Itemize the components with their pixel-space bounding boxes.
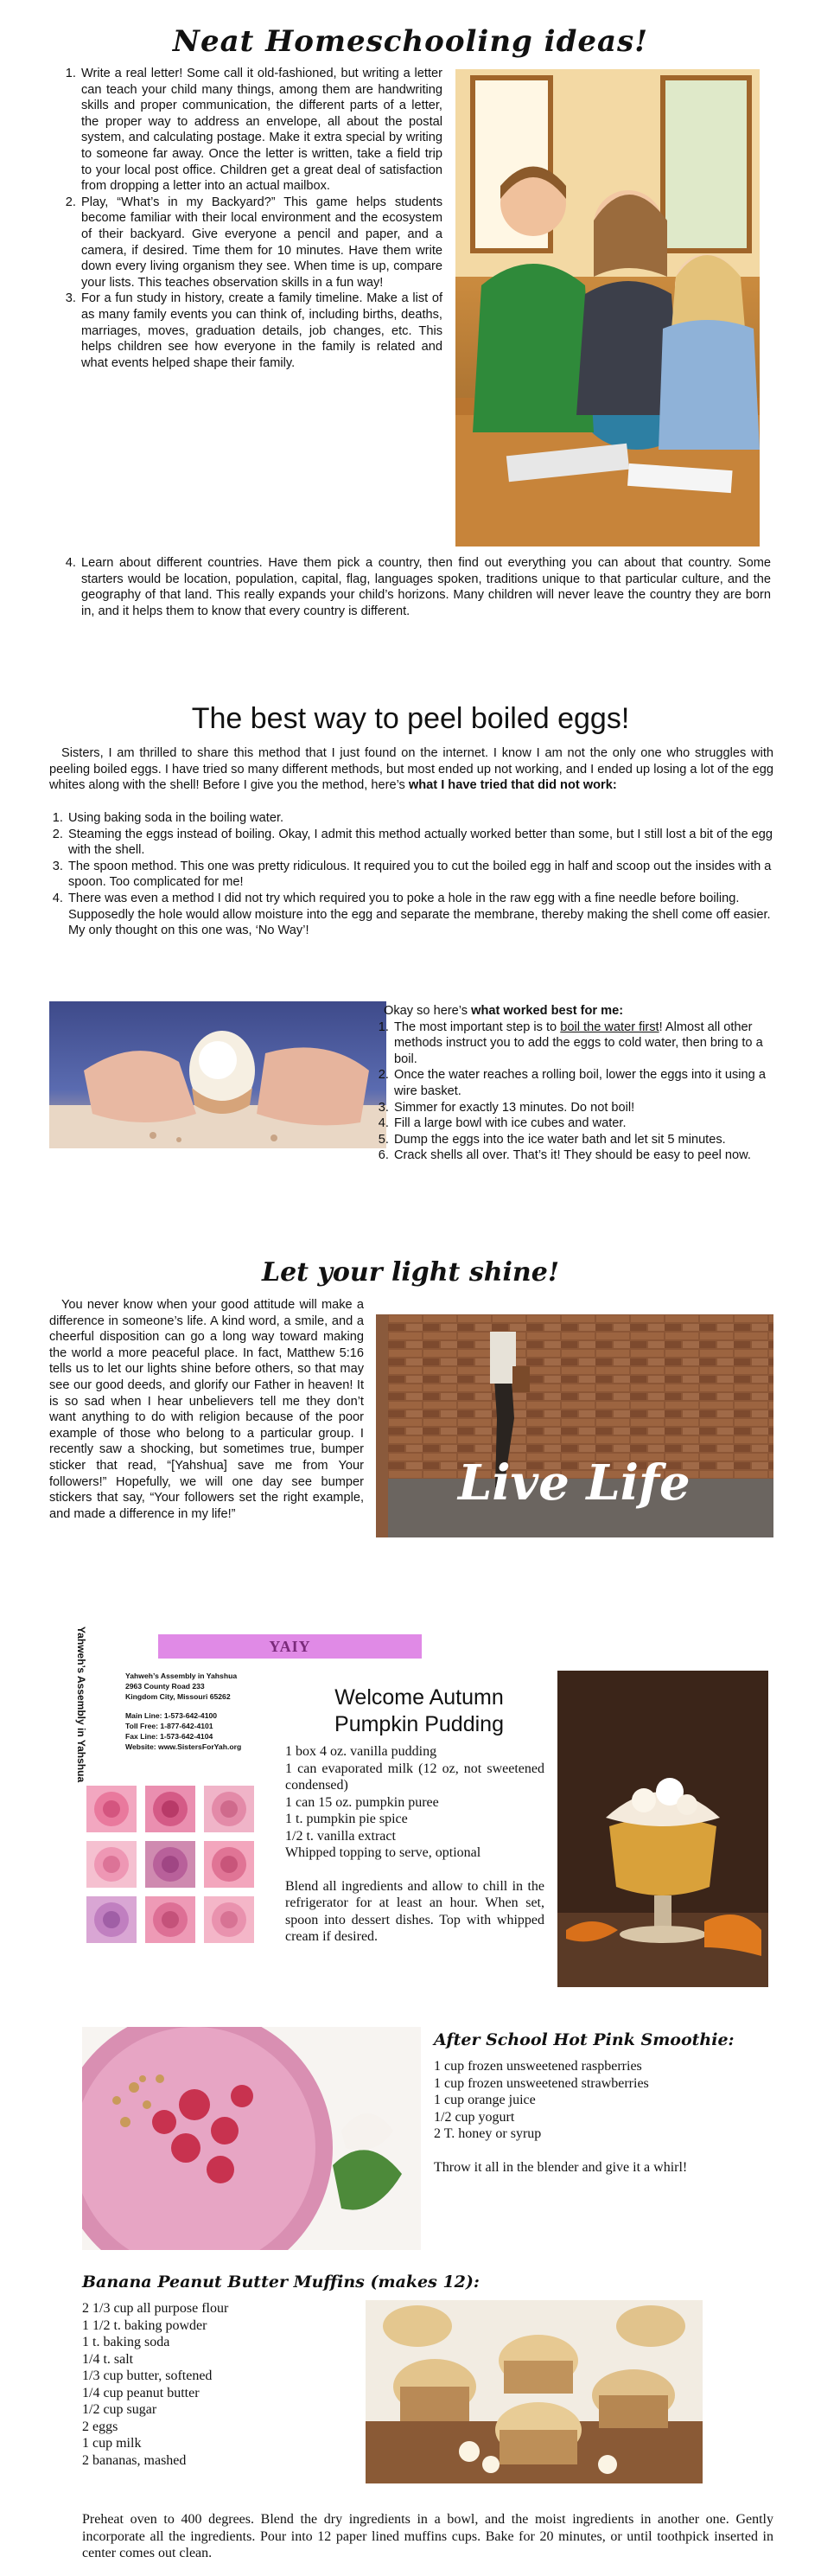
eggs-failed-item: 4. There was even a method I did not try which required you to poke a hole in the raw egg with a fine needle before boiling. Supposedly the hole would allow moisture into the egg and separate the membrane, thereby making the shell come off easier. My only thought on this one was, ‘No Way’! [67,891,773,939]
pumpkin-ingredient: 1 can 15 oz. pumpkin puree [285,1794,439,1810]
eggs-worked-block [372,1003,778,1164]
homeschool-item: 3. For a fun study in history, create a family timeline. Make a list of as many family events you can think of, including births, deaths, marriages, moves, graduation details, job changes, etc. This helps children see how everyone in the family is related and what events helped shape their family. [80,291,442,371]
eggs-heading: The best way to peel boiled eggs! [191,702,630,735]
muffins-instructions: Preheat oven to 400 degrees. Blend the dry ingredients in a bowl, and the moist ingredients in another one. Gently incorporate all the ingredients. Pour into 12 paper lined muffins cups. Bake for 20 minutes, or until toothpick inserted in center comes out clean. [82,2512,773,2560]
page-title: Neat Homeschooling ideas! [172,24,649,59]
eggs-step: 4. Fill a large bowl with ice cubes and water. [392,1115,778,1132]
muffins-ingredient: 1/3 cup butter, softened [82,2368,213,2383]
pumpkin-pudding-photo [557,1671,768,1987]
eggs-step: 3. Simmer for exactly 13 minutes. Do not boil! [392,1100,778,1116]
smoothie-title: After School Hot Pink Smoothie: [434,2030,735,2049]
muffins-photo [366,2300,703,2483]
muffins-ingredient: 2 1/3 cup all purpose flour [82,2301,229,2316]
pumpkin-title-line1: Welcome Autumn [334,1685,504,1710]
eggs-worked-intro-text: Okay so here’s [384,1004,468,1018]
muffins-ingredient: 1/4 cup peanut butter [82,2385,200,2400]
yaiy-contact [125,1671,281,1752]
yaiy-main-line: Main Line: 1-573-642-4100 [125,1711,218,1720]
eggs-step-first-pre: The most important step is to [394,1020,557,1034]
eggs-worked-label: what worked best for me: [471,1004,624,1018]
eggs-step: 5. Dump the eggs into the ice water bath and let sit 5 minutes. [392,1132,778,1148]
yaiy-org-name: Yahweh’s Assembly in Yahshua [125,1672,238,1680]
pumpkin-ingredients [285,1743,544,1946]
egg-photo-art [49,1001,386,1148]
pumpkin-spacer [285,1862,544,1878]
eggs-intro [49,745,773,794]
pumpkin-ingredient: 1 can evaporated milk (12 oz, not sweetened condensed) [285,1761,544,1793]
yaiy-toll-free: Toll Free: 1-877-642-4101 [125,1722,213,1730]
homeschool-item: 4. Learn about different countries. Have them pick a country, then find out everything you can about that country. Some starters would be location, population, capital, flag, languages spoken, traditions unique to that particular culture, and the geography of that land. This really expands your child’s horizons. Many children will never leave the country they are born in, and it helps them to know that every country is different. [80,555,771,619]
eggs-step: 6. Crack shells all over. That’s it! They should be easy to peel now. [392,1147,778,1164]
yaiy-address2: Kingdom City, Missouri 65262 [125,1692,231,1701]
smoothie-photo-art [82,2027,421,2250]
pumpkin-ingredient: Whipped topping to serve, optional [285,1845,481,1860]
eggs-intro-text: Sisters, I am thrilled to share this method that I just found on the internet. I know I am not the only one who struggles with peeling boiled eggs. I have tried so many different methods, but most ended up not working, and I ended up losing a lot of the egg whites along with the shell! Before I give you the method, here’s [49,746,773,793]
smoothie-bowl-photo [82,2027,421,2250]
egg-peeling-photo [49,1001,386,1148]
muffins-ingredient: 2 bananas, mashed [82,2452,187,2468]
eggs-failed-item: 3. The spoon method. This one was pretty ridiculous. It required you to cut the boiled egg in half and scoop out the insides with a spoon. Too complicated for me! [67,859,773,891]
muffins-ingredient: 1 t. baking soda [82,2335,170,2349]
smoothie-spacer [434,2143,780,2159]
pumpkin-photo-art [557,1671,768,1987]
muffins-photo-art [366,2300,703,2483]
light-heading: Let your light shine! [261,1257,560,1288]
eggs-step: 2. Once the water reaches a rolling boil, lower the eggs into it using a wire basket. [392,1067,778,1099]
muffins-title: Banana Peanut Butter Muffins (makes 12): [82,2272,480,2292]
eggs-step-first-post: ! Almost all other methods instruct you to add the eggs to cold water, then bring to a boil. [394,1020,763,1066]
family-photo-art [455,69,760,547]
muffins-ingredient: 1/2 cup sugar [82,2402,157,2417]
muffins-ingredients [82,2300,341,2469]
pumpkin-ingredient: 1/2 t. vanilla extract [285,1828,396,1844]
eggs-step-first-emph: boil the water first [560,1020,659,1034]
light-intro-text: You never know when your good attitude will make a difference in someone’s life. A kind word, a smile, and a cheerful disposition can go a long way toward making the world a more peaceful place. In fact, Matthew 5:16 tells us to let our lights shine before others, so that may see our good deeds, and glorify our Father in heaven! It is so sad when I hear unbelievers tell me they don’t want anything to do with religion because of the poor example of those who belong to a particular group. I recently saw a shocking, but sometimes true, bumper sticker that read, “[Yahshua] save me from Your followers!” Hopefully, we will one day see bumper stickers that say, “Your followers set the right example, and made a difference in my life!” [49,1298,364,1521]
pumpkin-title-line2: Pumpkin Pudding [334,1712,504,1736]
eggs-step [392,1020,778,1068]
muffins-ingredient: 1 1/2 t. baking powder [82,2317,207,2333]
roses-grid-art [86,1786,255,1943]
smoothie-instructions: Throw it all in the blender and give it a whirl! [434,2159,688,2175]
pumpkin-instructions: Blend all ingredients and allow to chill in the refrigerator for at least an hour. When set, spoon into dessert dishes. Top with whipped cream if desired. [285,1878,544,1944]
muffins-ingredient: 1 cup milk [82,2436,142,2451]
smoothie-ingredient: 1 cup frozen unsweetened strawberries [434,2075,649,2091]
smoothie-ingredient: 1 cup orange juice [434,2093,536,2107]
homeschool-item: 2. Play, “What’s in my Backyard?” This game helps students become familiar with their local environment and the ecosystem of their backyard. Give everyone a pencil and paper, and a camera, if desired. Time them for 10 minutes. Have them write down every living organism they see. When time is up, compare your lists. This teaches observation skills in a fun way! [80,195,442,291]
pumpkin-ingredient: 1 box 4 oz. vanilla pudding [285,1744,437,1759]
yaiy-badge: YAIY [158,1634,422,1659]
pumpkin-ingredient: 1 t. pumpkin pie spice [285,1812,408,1826]
muffins-ingredient: 2 eggs [82,2419,118,2434]
live-life-caption: Live Life [458,1454,691,1512]
homeschool-item: 1. Write a real letter! Some call it old-fashioned, but writing a letter can teach your child many things, among them are handwriting skills and proper communication, the different parts of a letter, the proper way to address an envelope, all about the postal system, and calculating postage. Make it extra special by writing to someone far away. Once the letter is written, take a field trip to your local post office. Children get a great deal of satisfaction from dropping a letter into an actual mailbox. [80,66,442,195]
eggs-failed-item: 2. Steaming the eggs instead of boiling. Okay, I admit this method actually worked better than some, but I still lost a bit of the egg with the shell. [67,827,773,859]
pumpkin-title [285,1684,553,1738]
muffins-ingredient: 1/4 t. salt [82,2351,134,2367]
roses-photo-grid [86,1786,255,1943]
smoothie-ingredient: 2 T. honey or syrup [434,2126,542,2141]
yaiy-fax-line: Fax Line: 1-573-642-4104 [125,1732,213,1741]
yaiy-address1: 2963 County Road 233 [125,1682,205,1691]
smoothie-ingredient: 1/2 cup yogurt [434,2109,515,2125]
yaiy-spacer [125,1702,281,1710]
smoothie-ingredient: 1 cup frozen unsweetened raspberries [434,2059,642,2074]
family-homeschool-photo [455,69,760,547]
smoothie-ingredients [434,2058,780,2176]
eggs-failed-item: 1. Using baking soda in the boiling water. [67,810,773,827]
homeschool-list-bottom [62,555,771,619]
homeschool-list-top [62,66,442,371]
yaiy-website: Website: www.SistersForYah.org [125,1742,242,1751]
eggs-did-not-work-label: what I have tried that did not work: [408,778,617,793]
yaiy-vertical-name: Yahweh’s Assembly in Yahshua [75,1626,87,1783]
eggs-worked-intro [372,1003,778,1020]
eggs-failed-list [49,810,773,939]
